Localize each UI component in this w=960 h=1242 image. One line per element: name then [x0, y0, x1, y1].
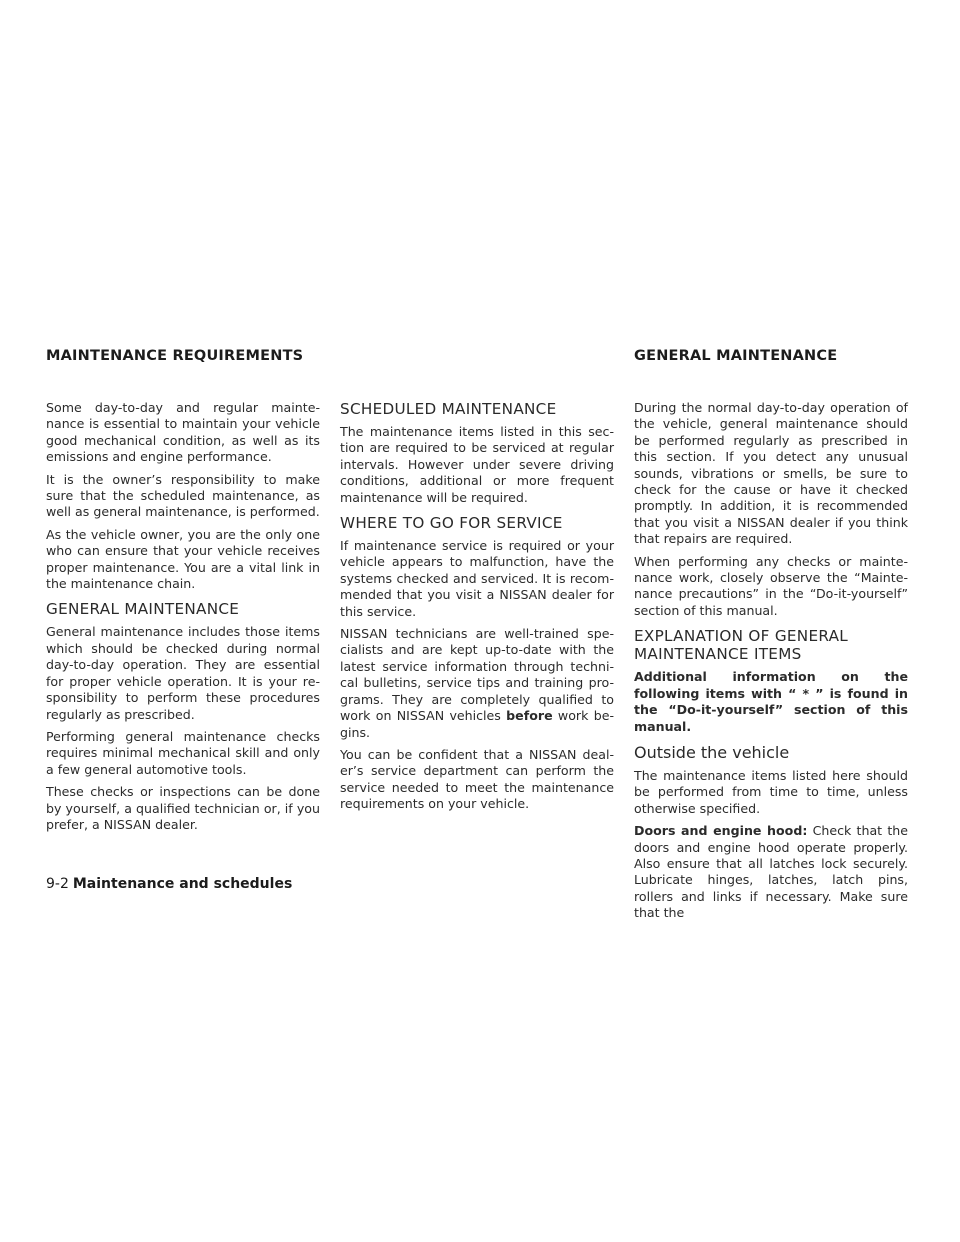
paragraph: You can be confident that a NISSAN deal-er’s service department can perform the service needed to meet the maintenance requirements on your vehicle.	[340, 746, 614, 812]
paragraph: It is the owner’s responsibility to make sure that the scheduled maintenance, as well as general maintenance, is performed.	[46, 471, 320, 520]
paragraph: The maintenance items listed in this sec-tion are required to be serviced at regular intervals. However under severe driving conditions, additional or more frequent maintenance will be required.	[340, 424, 614, 505]
subheading-general-maintenance: GENERAL MAINTENANCE	[46, 600, 240, 619]
subheading-scheduled-maintenance: SCHEDULED MAINTENANCE	[340, 400, 557, 418]
chapter-title: Maintenance and schedules	[72, 876, 293, 892]
page-number: 9-2	[46, 876, 69, 892]
bold-before: before	[506, 708, 553, 724]
page-footer	[46, 876, 292, 892]
section-heading-maintenance-requirements: MAINTENANCE REQUIREMENTS	[46, 348, 304, 364]
subheading-explanation: EXPLANATION OF GENERAL MAINTENANCE ITEMS	[634, 627, 849, 664]
section-heading-general-maintenance: GENERAL MAINTENANCE	[634, 348, 838, 364]
paragraph: When performing any checks or mainte-nance work, closely observe the “Mainte-nance precautions” in the “Do-it-yourself” section of this manual.	[634, 553, 908, 618]
column-right	[634, 400, 908, 928]
paragraph-technicians	[340, 626, 614, 741]
paragraph: These checks or inspections can be done by yourself, a qualified technician or, if you prefer, a NISSAN dealer.	[46, 784, 320, 832]
paragraph: As the vehicle owner, you are the only one who can ensure that your vehicle receives proper maintenance. You are a vital link in the maintenance chain.	[46, 526, 320, 592]
subheading-outside-vehicle: Outside the vehicle	[634, 742, 790, 762]
paragraph: If maintenance service is required or your vehicle appears to malfunction, have the systems checked and serviced. It is recom-mended that you visit a NISSAN dealer for this service.	[340, 538, 614, 619]
text-run: Check that the doors and engine hood operate properly. Also ensure that all latches lock securely. Lubricate hinges, latches, latch pins, rollers and links if necessary. Make sure that the	[634, 823, 909, 921]
column-left	[46, 400, 320, 839]
paragraph: Performing general maintenance checks requires minimal mechanical skill and only a few general automotive tools.	[46, 728, 320, 777]
paragraph: During the normal day-to-day operation of the vehicle, general maintenance should be performed regularly as prescribed in this section. If you detect any unusual sounds, vibrations or smells, be sure to check for the cause or have it checked promptly. In addition, it is recommended that you visit a NISSAN dealer if you think that repairs are required.	[634, 400, 908, 547]
subheading-where-to-go: WHERE TO GO FOR SERVICE	[340, 514, 563, 533]
paragraph: Some day-to-day and regular mainte-nance is essential to maintain your vehicle good mechanical condition, as well as its emissions and engine performance.	[46, 400, 320, 465]
paragraph-doors	[634, 823, 908, 921]
paragraph: The maintenance items listed here should be performed from time to time, unless otherwise specified.	[634, 767, 908, 816]
text-run: NISSAN technicians are well-trained spe-cialists and are kept up-to-date with the latest service information through techni-cal bulletins, service tips and training pro-grams. They are completely qualified to work on NISSAN vehicles	[340, 626, 614, 724]
bold-doors-label: Doors and engine hood:	[634, 823, 808, 839]
column-middle	[340, 400, 614, 819]
text-run: work be-gins.	[340, 708, 614, 740]
bold-note: Additional information on the following items with “ * ” is found in the “Do-it-yourself” section of this manual.	[634, 669, 908, 734]
paragraph: General maintenance includes those items which should be checked during normal day-to-day operation. They are essential for proper vehicle operation. It is your re-sponsibility to perform these procedures regularly as prescribed.	[46, 624, 320, 722]
